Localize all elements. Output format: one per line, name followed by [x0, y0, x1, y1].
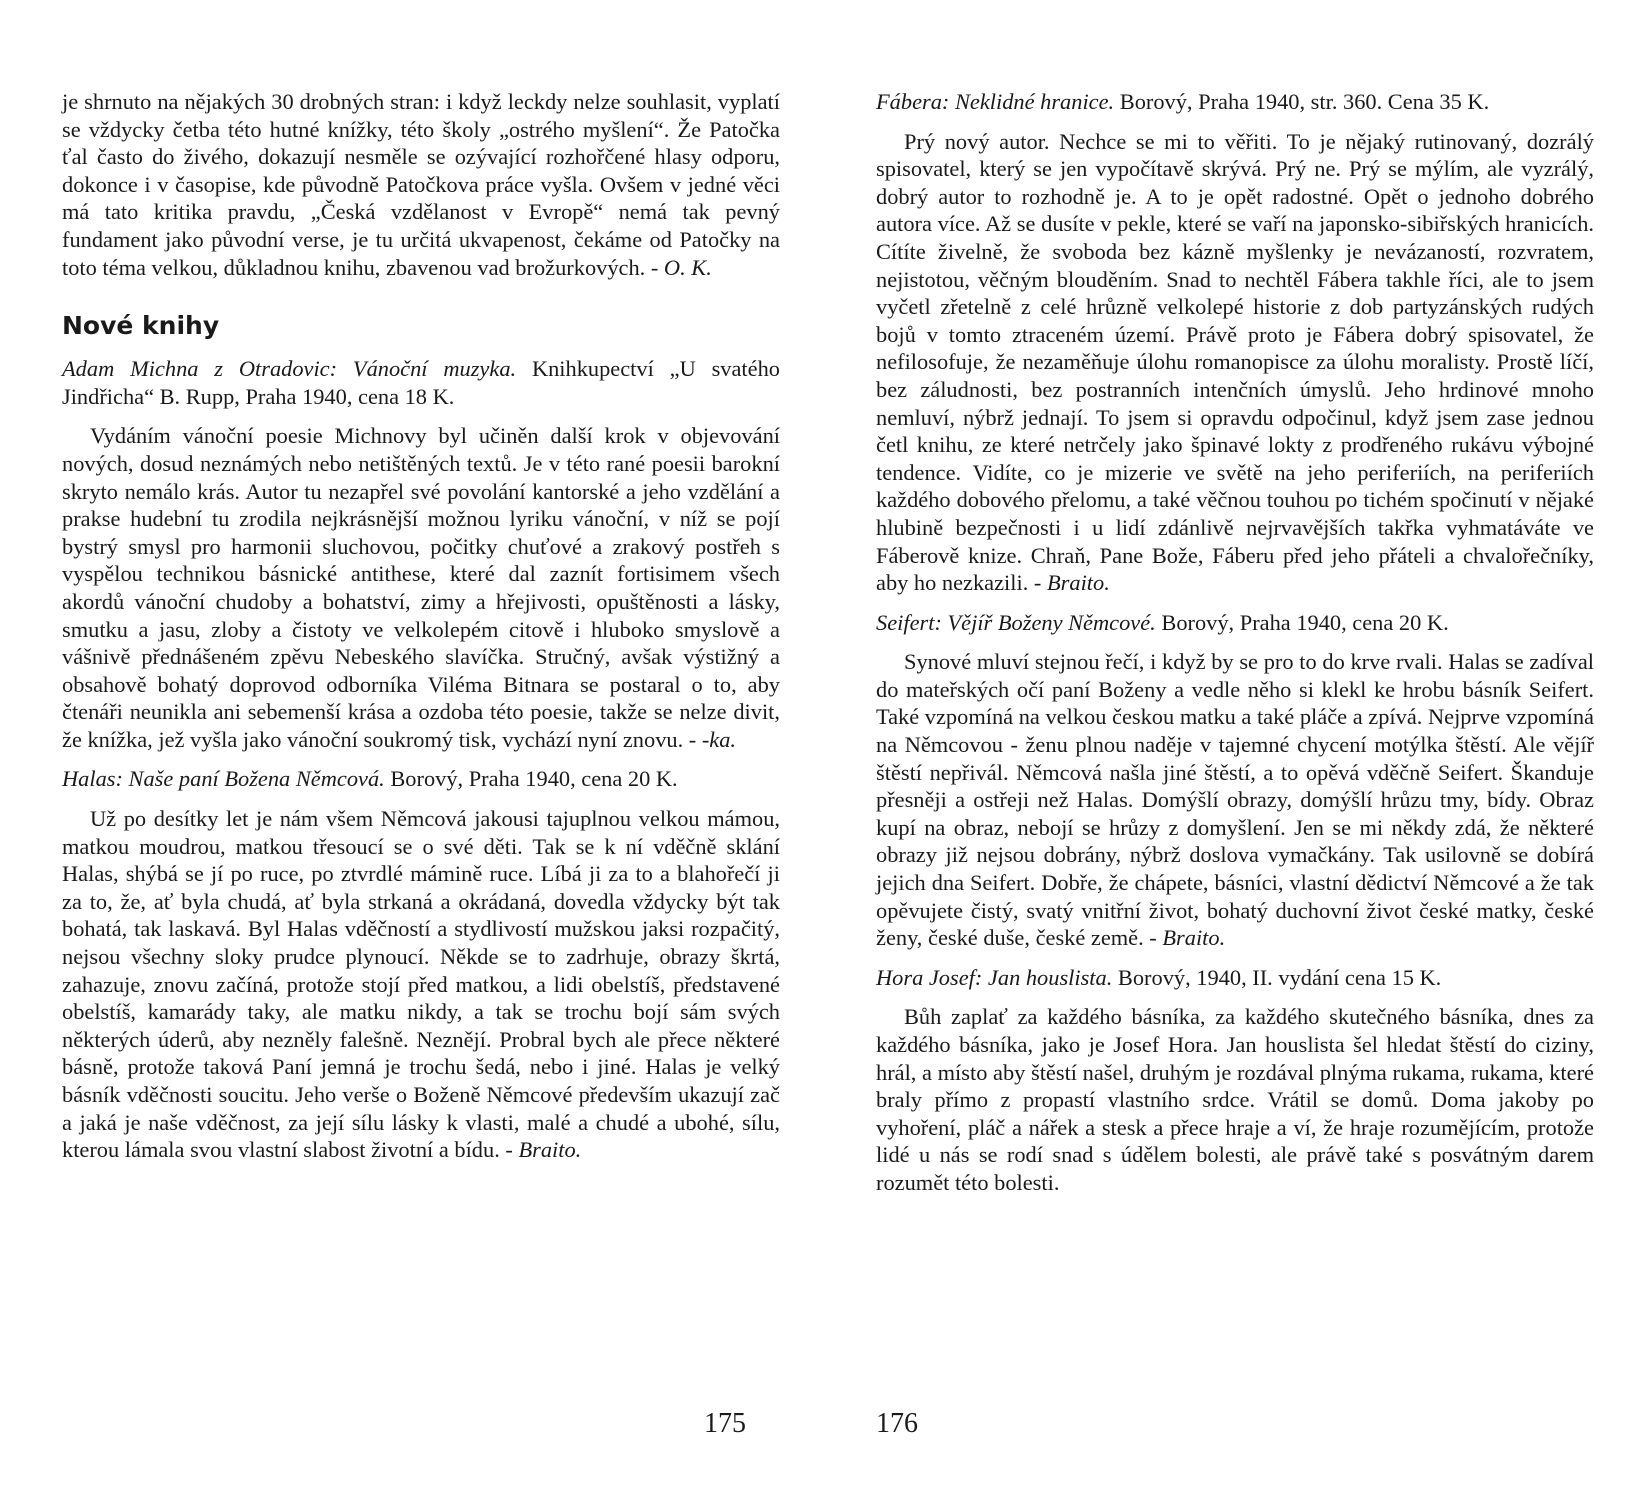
right-page: [876, 88, 1594, 1197]
book-entry-heading: [62, 765, 780, 793]
intro-signature: O. K.: [663, 254, 712, 280]
review-text: Prý nový autor. Nechce se mi to věřiti. To je nějaký rutinovaný, dozrálý spisovatel, který se jen vypočítavě skrývá. Prý ne. Prý se mýlím, ale vyzrálý, dobrý autor to rozhodně je. A to je opět radostné. Opět o jednoho dobrého autora více. Až se dusíte v pekle, které se vaří na japonsko-sibiřských hranicích. Cítíte živelně, že svoboda bez kázně myšlenky je nevázaností, rozvratem, nejistotou, věčným blouděním. Snad to nechtěl Fábera takhle říci, ale to jsem vyčetl zřetelně z celé hrůzně velkolepé historie z dob partyzánských rudých bojů v tomto ztraceném území. Právě proto je Fábera dobrý spisovatel, že nefilosofuje, že nezaměňuje úlohu romanopisce za úlohu moralisty. Prostě líčí, bez záludnosti, bez postranních intenčních úmyslů. Jeho hrdinové mnoho nemluví, nýbrž jednají. To jsem si opravdu odpočinul, když jsem zase jednou četl knihu, ze které netrčely jako špinavé lokty z prodřeného rukávu výbojné tendence. Vidíte, co je mizerie ve světě na jeho periferiích, na periferiích každého dobového přelomu, a také věčnou touhou po tichém spočinutí v nějaké hlubině bezpečnosti i u lidí zdánlivě nejrvavějších takřka vyhmatáváte ve Fáberově knize. Chraň, Pane Bože, Fáberu před jeho přáteli a chvalořečníky, aby ho nezkazili. -: [876, 128, 1594, 596]
page-number-right: 176: [876, 1408, 918, 1439]
page-number-left: 175: [704, 1408, 746, 1439]
book-author-title: Hora Josef: Jan houslista.: [876, 964, 1113, 990]
book-entry-heading: [62, 355, 780, 410]
review-text: Už po desítky let je nám všem Němcová jakousi tajuplnou velkou mámou, matkou moudrou, matkou třesoucí se o své děti. Tak se k ní vděčně sklání Halas, shýbá se jí po ruce, po ztvrdlé mámině ruce. Líbá ji za to a blahořečí ji za to, že, ať byla chudá, ať byla strkaná a okrádaná, dovedla vždycky být tak bohatá, tak laskavá. Byl Halas vděčností a stydlivostí mužskou jaksi rozpačitý, nejsou všechny sloky prudce plynoucí. Někde se to zadrhuje, obrazy škrtá, zahazuje, znovu začíná, protože stojí před matkou, a lidi obelstíš, představené obelstíš, kamarády taky, ale matku nikdy, a tak se trochu bojí sám svých některých úderů, aby nezněly falešně. Neznějí. Probral bych ale přece některé básně, protože taková Paní jemná je trochu šedá, nebo i jiné. Halas je velký básník vděčnosti soucitu. Jeho verše o Boženě Němcové především ukazují zač a jaká je naše vděčnost, za její sílu lásky k vlasti, malé a chudé a ubohé, sílu, kterou lámala svou vlastní slabost životní a bídu. -: [62, 806, 780, 1163]
book-review: [876, 648, 1594, 952]
left-page: [62, 88, 780, 1164]
book-publisher: Borový, Praha 1940, str. 360. Cena 35 K.: [1114, 89, 1490, 114]
review-signature: -ka.: [701, 726, 737, 752]
book-review: [62, 805, 780, 1164]
book-review: [876, 1003, 1594, 1196]
review-text: Bůh zaplať za každého básníka, za každého skutečného básníka, dnes za každého básníka, jako je Josef Hora. Jan houslista šel hledat štěstí do ciziny, hrál, a místo aby štěstí našel, druhým je rozdával plnýma rukama, rukama, které braly přímo z propastí vlastního srdce. Vrátil se domů. Doma jakoby po vyhoření, pláč a nářek a stesk a přece hraje a ví, že hraje rozumějícím, protože lidé u nás se rodí snad s údělem bolesti, ale právě také s posvátným darem rozumět této bolesti.: [876, 1004, 1594, 1195]
book-author-title: Seifert: Vějíř Boženy Němcové.: [876, 609, 1156, 635]
book-publisher: Borový, 1940, II. vydání cena 15 K.: [1112, 964, 1442, 990]
book-review: [62, 422, 780, 753]
review-signature: Braito.: [1162, 925, 1226, 951]
book-author-title: Adam Michna z Otradovic: Vánoční muzyka.: [62, 356, 517, 382]
intro-paragraph: [62, 88, 780, 281]
book-publisher: Borový, Praha 1940, cena 20 K.: [384, 766, 678, 792]
book-publisher: Knihkupectví „U svatého Jindřicha“ B. Rupp, Praha 1940, cena 18 K.: [62, 356, 780, 409]
book-entry-heading: [876, 609, 1594, 637]
book-author-title: Halas: Naše paní Božena Němcová.: [62, 766, 385, 792]
review-signature: Braito.: [518, 1137, 582, 1163]
review-signature: Braito.: [1046, 570, 1110, 596]
book-publisher: Borový, Praha 1940, cena 20 K.: [1155, 609, 1449, 635]
section-title: Nové knihy: [62, 311, 220, 341]
book-author-title: Fábera: Neklidné hranice.: [876, 89, 1115, 114]
review-text: Vydáním vánoční poesie Michnovy byl učiněn další krok v objevování nových, dosud neznámých nebo netištěných textů. Je v této rané poesii barokní skryto nemálo krás. Autor tu nezapřel své povolání kantorské a jeho vzdělání a prakse hudební tu zrodila nejkrásnější možnou lyriku vánoční, v níž se pojí bystrý smysl pro harmonii sluchovou, počitky chuťové a zrakový postřeh s vyspělou technikou básnické antithese, které dal zaznít fortisimem všech akordů vánoční chudoby a bohatství, zimy a hřejivosti, opuštěnosti a lásky, smutku a jasu, zloby a čistoty ve velkolepém citově i hluboko smyslově a vášnivě přednášeném zpěvu Nebeského slavíčka. Stručný, avšak výstižný a obsahově bohatý doprovod odborníka Viléma Bitnara se postaral o to, aby čtenáři neunikla ani sebemenší krása a ozdoba této poesie, takže se nelze divit, že knížka, jež vyšla jako vánoční soukromý tisk, vychází nyní znovu. -: [62, 423, 780, 752]
book-entry-heading: [876, 88, 1594, 116]
intro-text: je shrnuto na nějakých 30 drobných stran: i když leckdy nelze souhlasit, vyplatí se vždycky četba této hutné knížky, této školy „ostrého myšlení“. Že Patočka ťal často do živého, dokazují nesměle se ozývající rozhořčené hlasy odporu, dokonce i v časopise, kde původně Patočkova práce vyšla. Ovšem v jedné věci má tato kritika pravdu, „Česká vzdělanost v Evropě“ nemá tak pevný fundament jako původní verse, je tu určitá ukvapenost, čekáme od Patočky na toto téma velkou, důkladnou knihu, zbavenou vad brožurkových. -: [62, 89, 780, 280]
book-entry-heading: [876, 964, 1594, 992]
review-text: Synové mluví stejnou řečí, i když by se pro to do krve rvali. Halas se zadíval do mateřských očí paní Boženy a vedle něho si klekl ke hrobu básník Seifert. Také vzpomíná na velkou českou matku a také pláče a zpívá. Nejprve vzpomíná na Němcovou - ženu plnou naděje v tajemné chycení motýlka štěstí. Ale vějíř štěstí nepřivál. Němcová našla jiné štěstí, a to opěvá vděčně Seifert. Škanduje přesněji a ostřeji než Halas. Domýšlí obrazy, domýšlí hrůzu tmy, bídy. Obraz kupí na obraz, nebojí se hrůzy z domyšlení. Jen se mi někdy zdá, že některé obrazy již nejsou dobrány, nýbrž doslova vymačkány. Tak usilovně se dobírá jejich dna Seifert. Dobře, že chápete, básníci, vlastní dědictví Němcové a že tak opěvujete čistý, svatý vnitřní život, bohatý duchovní život české matky, české ženy, české duše, české země. -: [876, 649, 1594, 951]
book-review: [876, 128, 1594, 597]
